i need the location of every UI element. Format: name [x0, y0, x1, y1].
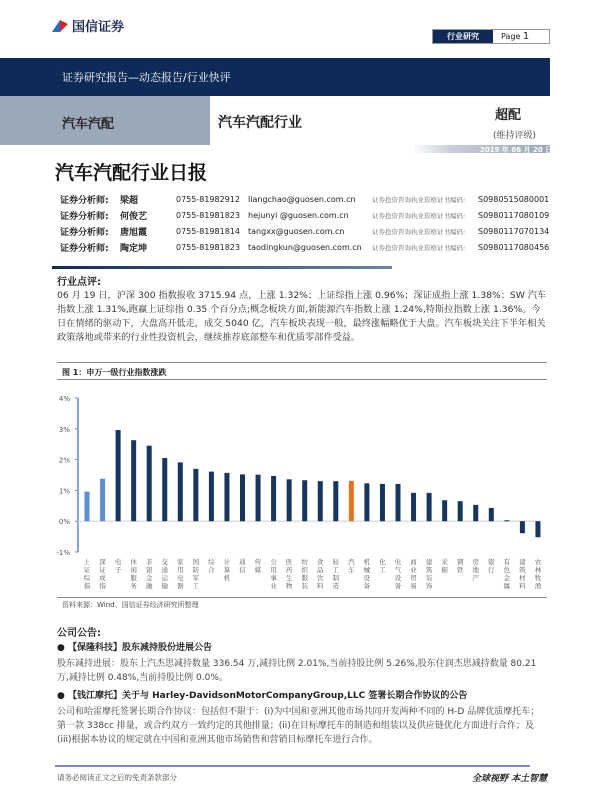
bar-非银金融 — [147, 446, 152, 521]
page-label: Page — [501, 32, 521, 41]
analyst-row — [60, 191, 549, 207]
page-title: 汽车汽配行业日报 — [55, 162, 208, 184]
analyst-phone: 0755-81981823 — [176, 210, 240, 220]
x-tick-label: 家用电器 — [177, 558, 184, 590]
x-tick-label: 建筑材料 — [519, 558, 526, 590]
bar-化工 — [380, 484, 385, 521]
analyst-email: tangxx@guosen.com.cn — [248, 226, 345, 236]
analyst-phone: 0755-81981823 — [176, 242, 240, 252]
analyst-row — [60, 239, 549, 255]
x-tick-label: 纺织服装 — [301, 558, 308, 590]
section-tag: 行业研究 — [433, 30, 493, 43]
bar-建筑材料 — [520, 521, 525, 533]
x-tick-label: 钢铁 — [456, 558, 464, 574]
bar-有色金属 — [504, 520, 509, 521]
x-tick-label: 非银金融 — [145, 558, 153, 590]
y-tick-label: -1% — [56, 549, 70, 557]
bar-综合 — [209, 472, 214, 522]
bar-钢铁 — [458, 501, 463, 521]
announcements-heading: 公司公告: — [57, 628, 101, 639]
x-tick-label: 汽车 — [348, 558, 355, 574]
x-tick-label: 国防军工 — [192, 558, 200, 590]
bar-农林牧渔 — [535, 521, 540, 537]
x-tick-label: 传媒 — [254, 558, 262, 574]
bar-医药生物 — [287, 479, 292, 521]
x-tick-label: 房地产 — [472, 558, 479, 582]
bar-电气设备 — [396, 484, 401, 521]
cert-number: S0980515080001 — [478, 194, 550, 204]
bar-休闲服务 — [131, 440, 136, 521]
analyst-name: 陶定坤 — [120, 243, 148, 254]
bar-轻工制造 — [333, 481, 338, 521]
bar-银行 — [489, 508, 494, 521]
analyst-row — [60, 207, 549, 223]
cert-number: S0980117070134 — [478, 226, 550, 236]
logo-icon — [52, 20, 68, 32]
cert-label: 证券投资咨询执业资格证书编码: — [372, 243, 466, 252]
slogan: 全球视野 本土智慧 — [472, 774, 548, 784]
announcement-title: ● 【保隆科技】股东减持股份进展公告 — [57, 643, 213, 653]
x-tick-label: 医药生物 — [285, 558, 293, 590]
bar-传媒 — [256, 475, 261, 522]
report-type: 证券研究报告—动态报告/行业快评 — [0, 58, 550, 96]
bar-汽车 — [349, 481, 354, 521]
announcement-title-text: 【保隆科技】股东减持股份进展公告 — [68, 643, 213, 653]
rating-note: (维持评级) — [493, 131, 537, 141]
analyst-name: 唐旭霞 — [120, 227, 148, 238]
company-logo — [52, 16, 124, 35]
analyst-role: 证券分析师: — [60, 211, 109, 222]
bar-商业贸易 — [411, 493, 416, 521]
y-tick-label: 3% — [58, 425, 70, 434]
x-tick-label: 食品饮料 — [317, 558, 324, 590]
analyst-phone: 0755-81981814 — [176, 226, 240, 236]
cert-label: 证券投资咨询执业资格证书编码: — [372, 211, 466, 220]
analyst-role: 证券分析师: — [60, 243, 109, 254]
divider — [52, 266, 392, 269]
x-tick-label: 有色金属 — [503, 558, 511, 590]
bar-建筑装饰 — [427, 493, 432, 521]
analyst-role: 证券分析师: — [60, 195, 109, 206]
bar-计算机 — [224, 473, 229, 521]
x-tick-label: 休闲服务 — [130, 558, 137, 590]
bar-采掘 — [442, 500, 447, 521]
x-tick-label: 轻工制造 — [332, 558, 340, 590]
page-number: 1 — [522, 31, 530, 42]
x-tick-label: 银行 — [488, 558, 495, 574]
x-tick-label: 采掘 — [441, 558, 448, 574]
x-tick-label: 电气设备 — [394, 558, 402, 590]
x-tick-label: 建筑装饰 — [425, 558, 433, 590]
divider — [57, 362, 547, 363]
rating: 超配 — [495, 108, 522, 123]
analyst-role: 证券分析师: — [60, 227, 109, 238]
y-tick-label: 0% — [58, 518, 70, 527]
analyst-row — [60, 223, 549, 239]
x-tick-label: 公用事业 — [270, 558, 277, 590]
logo-text: 国信证券 — [72, 20, 125, 35]
announcement-text: 股东减持进展：股东上汽杰思减持数量 336.54 万,减持比例 2.01%,当前持股比例 5.26%,股东住润杰思减持数量 80.21 万,减持比例 0.48%,当前持股比例 0.0%。 — [57, 659, 537, 683]
bar-通信 — [240, 474, 245, 521]
report-date: 2019 年 06 月 20 日 — [480, 146, 553, 154]
announcement-title-text: 【钱江摩托】关于与 Harley-DavidsonMotorCompanyGroup,LLC 签署长期合作协议的公告 — [68, 691, 468, 701]
bar-chart — [40, 380, 560, 595]
analyst-email: taodingkun@guosen.com.cn — [248, 242, 362, 252]
announcement-text: 公司和哈雷摩托签署长期合作协议：包括但不限于：(i)为中国和亚洲其他市场共同开发两种不同的 H-D 品牌优质摩托车；第一款 338cc 排量，或合约双方一致约定的其他排量；(ii)在目标摩托车的制造和组装以及供应链优化方面进行合作；及(iii)根据本协议的规定就在中国和亚洲其他市场销售和营销目标摩托车进行合作。 — [57, 707, 540, 745]
bar-纺织服装 — [302, 480, 307, 521]
cert-number: S0980117080456 — [478, 242, 550, 252]
x-tick-label: 机械设备 — [363, 558, 371, 590]
y-tick-label: 1% — [58, 487, 70, 496]
disclaimer-note: 请务必阅读正文之后的免责条款部分 — [57, 773, 177, 782]
x-tick-label: 计算机 — [223, 558, 231, 582]
sector-name: 汽车汽配行业 — [218, 115, 302, 131]
cert-number: S0980117080109 — [478, 210, 550, 220]
analyst-name: 何俊艺 — [120, 211, 148, 222]
bar-上证综指 — [85, 492, 90, 522]
x-tick-label: 商业贸易 — [410, 558, 417, 590]
x-tick-label: 交通运输 — [161, 558, 168, 590]
x-tick-label: 农林牧渔 — [534, 558, 542, 590]
bar-深证成指 — [100, 479, 105, 522]
analyst-email: liangchao@guosen.com.cn — [248, 194, 356, 204]
bar-电子 — [116, 430, 121, 521]
review-heading: 行业点评: — [57, 277, 101, 288]
y-tick-label: 2% — [58, 456, 70, 465]
figure-source: 资料来源：Wind、国信证券经济研究所整理 — [62, 601, 199, 609]
sector-short: 汽车汽配 — [0, 96, 210, 145]
bar-房地产 — [473, 505, 478, 521]
footer-divider — [55, 765, 530, 767]
date-bar — [0, 145, 553, 154]
review-text: 06 月 19 日，沪深 300 指数报收 3715.94 点，上涨 1.32%；上证综指上涨 0.96%；深证成指上涨 1.38%；SW 汽车指数上涨 1.31%,跑赢上证综指 0.35 个百分点;概念板块方面,新能源汽车指数上涨 1.24%,特斯拉指数上涨 1.36%。今日在情绪的驱动下，大盘高开低走，成交 5040 亿，汽车板块表现一般，最终涨幅略优于大盘。汽车板块关注下半年相关政策落地或带来的行业性投资机会，继续推荐底部整车和优质零部件受益。 — [57, 290, 547, 343]
analyst-name: 梁超 — [120, 195, 139, 206]
cert-label: 证券投资咨询执业资格证书编码: — [372, 227, 466, 236]
x-tick-label: 电子 — [114, 558, 122, 574]
analyst-email: hejunyi @guosen.com.cn — [248, 210, 349, 220]
divider — [57, 597, 547, 598]
x-tick-label: 通信 — [239, 558, 246, 574]
announcement-title: ● 【钱江摩托】关于与 Harley-DavidsonMotorCompanyGroup,LLC 签署长期合作协议的公告 — [57, 691, 468, 701]
page-indicator — [432, 29, 550, 44]
figure-title: 图 1：申万一级行业指数涨跌 — [62, 368, 167, 377]
cert-label: 证券投资咨询执业资格证书编码: — [372, 195, 466, 204]
analyst-phone: 0755-81982912 — [176, 194, 240, 204]
bar-国防军工 — [193, 469, 198, 521]
y-tick-label: 4% — [58, 395, 70, 403]
bar-食品饮料 — [318, 481, 323, 521]
bar-公用事业 — [271, 476, 276, 521]
bar-交通运输 — [162, 458, 167, 521]
x-tick-label: 深证成指 — [99, 558, 106, 590]
bar-家用电器 — [178, 462, 183, 521]
x-tick-label: 上证综指 — [83, 558, 91, 590]
x-tick-label: 化工 — [379, 558, 386, 574]
bar-机械设备 — [364, 483, 369, 521]
x-tick-label: 综合 — [208, 558, 215, 574]
